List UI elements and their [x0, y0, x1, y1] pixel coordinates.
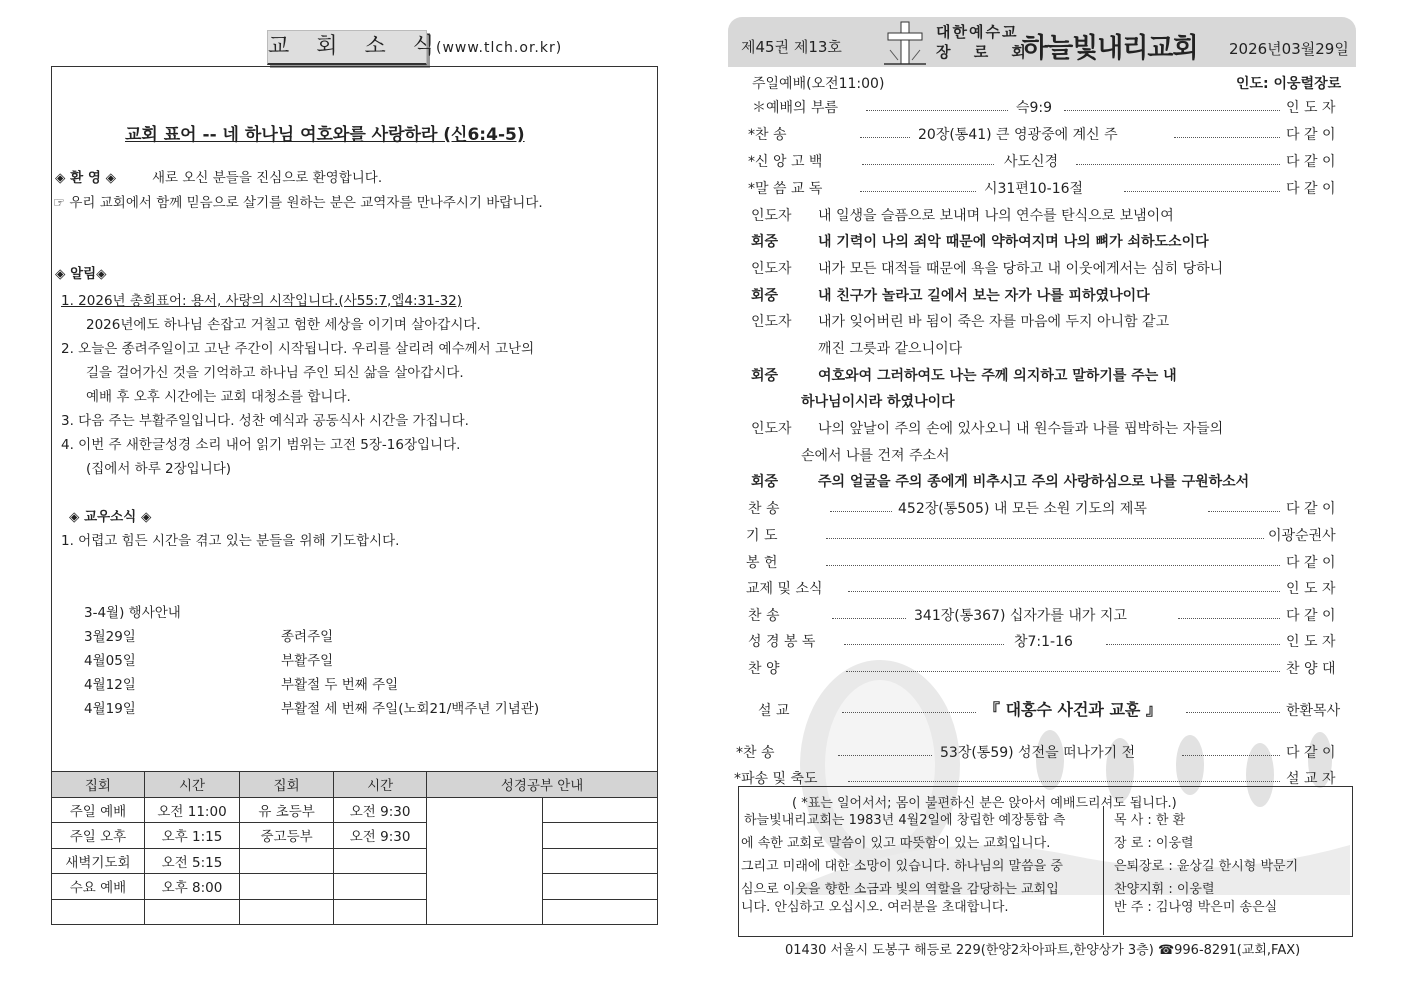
order-who: 다 같 이	[1286, 127, 1336, 143]
order-label: 찬 송	[748, 608, 780, 624]
service-title: 주일예배(오전11:00)	[752, 76, 885, 92]
order-label: 찬 양	[748, 661, 780, 677]
church-address: 01430 서울시 도봉구 해등로 229(한양2차아파트,한양상가 3층) ☎996-8291(교회,FAX)	[785, 943, 1301, 958]
reading-text: 내 친구가 놀라고 길에서 보는 자가 나를 피하였나이다	[818, 288, 1150, 304]
leader-dots	[866, 110, 1008, 111]
order-label: 성 경 봉 독	[748, 634, 816, 650]
order-label: *찬 송	[736, 745, 775, 761]
reading-role: 회중	[751, 474, 779, 490]
order-content: 시31편10-16절	[984, 181, 1084, 197]
order-who: 다 같 이	[1286, 501, 1336, 517]
notice-line: 예배 후 오후 시간에는 교회 대청소를 합니다.	[86, 389, 351, 405]
order-label: ＊예배의 부름	[752, 100, 839, 116]
bulletin-date: 2026년03월29일	[1229, 40, 1349, 58]
events-heading: 3-4월) 행사안내	[84, 605, 181, 621]
leader-dots	[1182, 755, 1280, 756]
order-who: 다 같 이	[1286, 608, 1336, 624]
reading-text: 여호와여 그러하여도 나는 주께 의지하고 말하기를 주는 내	[818, 368, 1177, 384]
church-intro-line: 니다. 안심하고 오십시오. 여러분을 초대합니다.	[741, 900, 1009, 915]
table-cell: 주일 오후	[52, 823, 145, 849]
study-cell	[427, 797, 542, 925]
order-who: 인 도 자	[1286, 581, 1336, 597]
event-name: 종려주일	[281, 629, 334, 645]
staff-line: 목 사 : 한 환	[1114, 813, 1186, 828]
table-cell: 오후 8:00	[144, 874, 239, 900]
leader-dots	[842, 712, 976, 713]
table-cell	[334, 874, 427, 900]
reading-text: 내가 모든 대적들 때문에 욕을 당하고 내 이웃에게서는 심히 당하니	[818, 261, 1224, 277]
notice-line: 길을 걸어가신 것을 기억하고 하나님 주인 되신 삶을 살아갑시다.	[86, 365, 464, 381]
church-url[interactable]: (www.tlch.or.kr)	[436, 40, 563, 56]
order-who: 찬 양 대	[1286, 661, 1336, 677]
reading-text: 깨진 그릇과 같으니이다	[818, 341, 963, 357]
info-divider	[1103, 806, 1104, 935]
order-label: *찬 송	[748, 127, 787, 143]
leader-dots	[860, 137, 910, 138]
reading-role: 인도자	[751, 314, 792, 330]
order-who: 다 같 이	[1286, 154, 1336, 170]
reading-role: 회중	[751, 288, 779, 304]
church-intro-line: 그리고 미래에 대한 소망이 있습니다. 하나님의 말씀을 중	[741, 859, 1063, 874]
study-cell	[542, 899, 657, 925]
reading-role: 인도자	[751, 261, 792, 277]
notice-line: (집에서 하루 2장입니다)	[86, 461, 232, 477]
leader-dots	[844, 644, 1004, 645]
order-content: 452장(통505) 내 모든 소원 기도의 제목	[898, 501, 1147, 517]
sermon-label: 설 교	[758, 703, 790, 719]
table-header: 시간	[334, 772, 427, 798]
sermon-preacher: 한환목사	[1286, 703, 1341, 719]
order-who: 다 같 이	[1286, 181, 1336, 197]
leader-dots	[826, 565, 1280, 566]
denomination-line: 장 로 회	[936, 43, 1035, 61]
notice-heading: ◈ 알림◈	[55, 266, 107, 282]
table-cell: 오전 9:30	[334, 823, 427, 849]
reading-text: 손에서 나를 건져 주소서	[801, 448, 950, 464]
order-label: 기 도	[746, 528, 778, 544]
church-intro-line: 하늘빛내리교회는 1983년 4월2일에 창립한 예장통합 측	[744, 813, 1066, 828]
order-who: 이광순권사	[1268, 528, 1336, 544]
leader-dots	[830, 511, 892, 512]
order-label: *말 씀 교 독	[748, 181, 823, 197]
staff-line: 장 로 : 이웅렬	[1114, 836, 1194, 851]
sermon-title: 『 대홍수 사건과 교훈 』	[984, 700, 1162, 719]
staff-line: 은퇴장로 : 윤상길 한시형 박문기	[1114, 859, 1299, 874]
schedule-table	[51, 771, 658, 925]
reading-role: 회중	[751, 234, 779, 250]
reading-text: 내 기력이 나의 죄악 때문에 약하여지며 나의 뼈가 쇠하도소이다	[818, 234, 1209, 250]
table-header: 집회	[240, 772, 334, 798]
church-name: 하늘빛내리교회	[1022, 33, 1198, 64]
table-row	[52, 874, 658, 900]
order-content: 슥9:9	[1016, 100, 1053, 116]
members-heading: ◈ 교우소식 ◈	[69, 509, 152, 525]
reading-role: 인도자	[751, 208, 792, 224]
leader-dots	[832, 618, 906, 619]
church-motto: 교회 표어 -- 네 하나님 여호와를 사랑하라 (신6:4-5)	[125, 125, 525, 145]
welcome-heading: ◈ 환 영 ◈	[55, 170, 116, 186]
study-cell	[542, 797, 657, 823]
study-cell	[542, 848, 657, 874]
table-cell	[334, 899, 427, 925]
order-label: *파송 및 축도	[734, 771, 818, 787]
table-row	[52, 848, 658, 874]
table-header: 성경공부 안내	[427, 772, 658, 798]
event-date: 4월12일	[84, 677, 136, 693]
standing-note: ( *표는 일어서서; 몸이 불편하신 분은 앉아서 예배드리셔도 됩니다.)	[792, 796, 1177, 811]
staff-line: 반 주 : 김나영 박은미 송은실	[1114, 900, 1278, 915]
table-cell: 오전 5:15	[144, 848, 239, 874]
reading-text: 하나님이시라 하였나이다	[801, 394, 955, 410]
denomination-line: 대한예수교	[936, 23, 1019, 41]
welcome-text: 새로 오신 분들을 진심으로 환영합니다.	[152, 170, 383, 186]
order-who: 인 도 자	[1286, 634, 1336, 650]
leader-dots	[848, 591, 1280, 592]
leader-dots	[860, 191, 976, 192]
leader-dots	[1076, 164, 1280, 165]
leader-dots	[1174, 137, 1280, 138]
table-cell	[240, 899, 334, 925]
notice-line: 2. 오늘은 종려주일이고 고난 주간이 시작됩니다. 우리를 살리려 예수께서 고난의	[61, 341, 535, 357]
event-name: 부활절 세 번째 주일(노회21/백주년 기념관)	[281, 701, 540, 717]
table-row	[52, 823, 658, 849]
leader-dots	[1064, 110, 1280, 111]
reading-text: 주의 얼굴을 주의 종에게 비추시고 주의 사랑하심으로 나를 구원하소서	[818, 474, 1250, 490]
leader-dots	[826, 538, 1264, 539]
denomination	[936, 22, 1035, 62]
order-label: 교제 및 소식	[746, 581, 823, 597]
leader-dots	[838, 755, 932, 756]
leader-dots	[846, 671, 1280, 672]
order-content: 사도신경	[1004, 154, 1059, 170]
table-cell: 중고등부	[240, 823, 334, 849]
members-text: 1. 어렵고 힘든 시간을 겪고 있는 분들을 위해 기도합시다.	[61, 533, 400, 549]
table-cell	[144, 899, 239, 925]
notice-line: 2026년에도 하나님 손잡고 거칠고 험한 세상을 이기며 살아갑시다.	[86, 317, 481, 333]
order-label: *신 앙 고 백	[748, 154, 823, 170]
leader-dots	[862, 164, 994, 165]
reading-text: 나의 앞날이 주의 손에 있사오니 내 원수들과 나를 핍박하는 자들의	[818, 421, 1224, 437]
order-who: 다 같 이	[1286, 745, 1336, 761]
study-cell	[542, 823, 657, 849]
notice-line: 4. 이번 주 새한글성경 소리 내어 읽기 범위는 고전 5장-16장입니다.	[61, 437, 461, 453]
notice-line: 1. 2026년 총회표어: 용서, 사랑의 시작입니다.(사55:7,엡4:31-32)	[61, 293, 463, 309]
table-cell: 오후 1:15	[144, 823, 239, 849]
leader-dots	[848, 781, 1280, 782]
table-cell	[240, 848, 334, 874]
service-leader: 인도: 이웅렬장로	[1236, 76, 1342, 92]
table-row	[52, 899, 658, 925]
welcome-text-2: ☞ 우리 교회에서 함께 믿음으로 살기를 원하는 분은 교역자를 만나주시기 바랍니다.	[53, 195, 543, 211]
leader-dots	[1208, 511, 1280, 512]
order-content: 창7:1-16	[1014, 634, 1073, 650]
table-cell: 오전 11:00	[144, 797, 239, 823]
leader-dots	[1106, 644, 1280, 645]
leader-dots	[1186, 712, 1280, 713]
event-date: 4월05일	[84, 653, 136, 669]
order-label: 찬 송	[748, 501, 780, 517]
leader-dots	[1124, 191, 1280, 192]
news-title: 교 회 소 식	[267, 30, 427, 65]
table-header: 시간	[144, 772, 239, 798]
order-label: 봉 헌	[746, 555, 778, 571]
study-cell	[542, 874, 657, 900]
order-who: 인 도 자	[1286, 100, 1336, 116]
event-date: 4월19일	[84, 701, 136, 717]
table-cell: 주일 예배	[52, 797, 145, 823]
notice-line: 3. 다음 주는 부활주일입니다. 성찬 예식과 공동식사 시간을 가집니다.	[61, 413, 469, 429]
reading-role: 회중	[751, 368, 779, 384]
order-content: 53장(통59) 성전을 떠나가기 전	[940, 745, 1136, 761]
church-intro-line: 에 속한 교회로 말씀이 있고 따뜻함이 있는 교회입니다.	[741, 836, 1051, 851]
table-cell	[52, 899, 145, 925]
reading-text: 내가 잊어버린 바 됨이 죽은 자를 마음에 두지 아니함 같고	[818, 314, 1170, 330]
church-logo-icon	[882, 20, 928, 66]
table-row	[52, 797, 658, 823]
order-who: 설 교 자	[1286, 771, 1336, 787]
table-cell: 새벽기도회	[52, 848, 145, 874]
reading-role: 인도자	[751, 421, 792, 437]
event-name: 부활절 두 번째 주일	[281, 677, 399, 693]
event-name: 부활주일	[281, 653, 334, 669]
table-header: 집회	[52, 772, 145, 798]
table-cell	[334, 848, 427, 874]
reading-text: 내 일생을 슬픔으로 보내며 나의 연수를 탄식으로 보냄이여	[818, 208, 1174, 224]
order-content: 341장(통367) 십자가를 내가 지고	[914, 608, 1127, 624]
table-cell	[240, 874, 334, 900]
staff-line: 찬양지휘 : 이웅렬	[1114, 882, 1215, 897]
table-cell: 오전 9:30	[334, 797, 427, 823]
order-who: 다 같 이	[1286, 555, 1336, 571]
leader-dots	[1178, 618, 1280, 619]
order-content: 20장(통41) 큰 영광중에 계신 주	[918, 127, 1118, 143]
event-date: 3월29일	[84, 629, 136, 645]
table-cell: 수요 예배	[52, 874, 145, 900]
table-header-row	[52, 772, 658, 798]
table-cell: 유 초등부	[240, 797, 334, 823]
volume-number: 제45권 제13호	[741, 38, 842, 56]
church-intro-line: 심으로 이웃을 향한 소금과 빛의 역할을 감당하는 교회입	[741, 882, 1059, 897]
